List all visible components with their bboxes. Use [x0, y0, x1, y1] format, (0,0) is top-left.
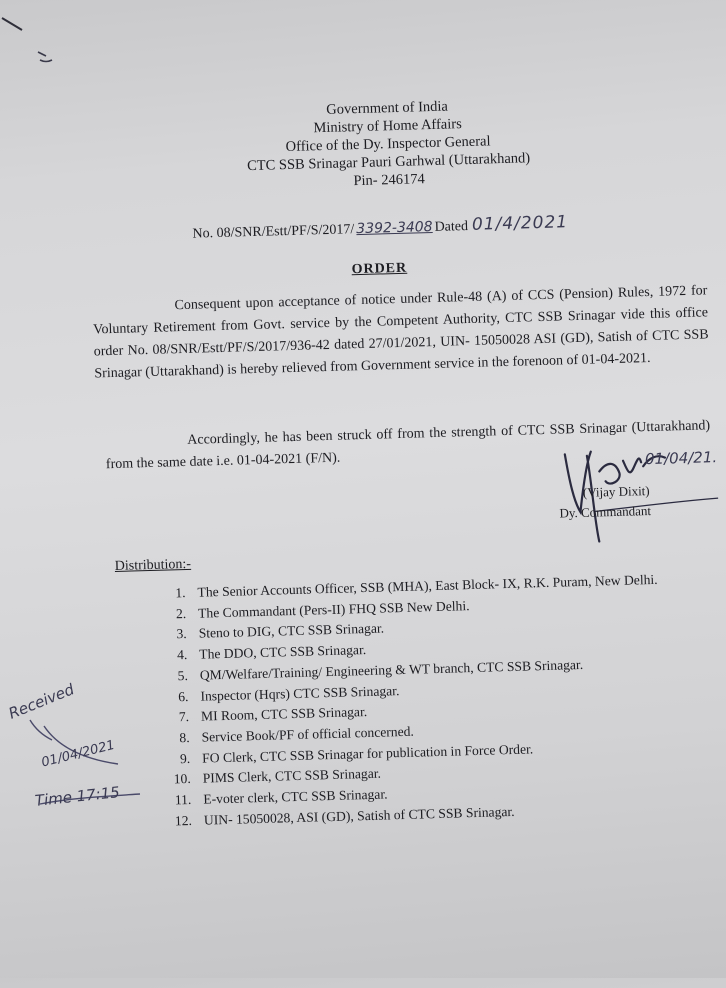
letterhead-line-address: CTC SSB Srinagar Pauri Garhwal (Uttarakhand)	[246, 150, 531, 175]
distribution-item-text: QM/Welfare/Training/ Engineering & WT branch, CTC SSB Srinagar.	[199, 656, 584, 683]
signatory-name: (Vijay Dixit)	[582, 483, 650, 500]
reference-dated-label: Dated	[434, 219, 469, 235]
distribution-item-number: 12.	[174, 812, 193, 829]
received-label: Received	[6, 680, 77, 723]
reference-handwritten-number: 3392-3408	[356, 218, 433, 238]
distribution-item-text: FO Clerk, CTC SSB Srinagar for publication in Force Order.	[201, 741, 534, 766]
reference-line	[192, 212, 568, 242]
distribution-item-number: 10.	[173, 771, 191, 787]
received-date: 01/04/2021	[40, 737, 117, 771]
letterhead-line-pin: Pin- 246174	[353, 171, 425, 190]
distribution-item-number: 2.	[175, 605, 187, 622]
letterhead-line-government: Government of India	[326, 98, 449, 118]
order-paragraph-1: Consequent upon acceptance of notice under Rule-48 (A) of CCS (Pension) Rules, 1972 for Voluntary Retirement from Govt. service by the Competent Authority, CTC SSB Srinagar vide this office order No. 08/SNR/Estt/PF/S/2017/936-42 dated 27/01/2021, UIN- 15050028 ASI (GD), Satish of CTC SSB Srinagar (Uttarakhand) is hereby relieved from Government service in the forenoon of 01-04-2021.	[92, 283, 709, 382]
distribution-item-number: 1.	[175, 585, 186, 601]
distribution-item-text: PIMS Clerk, CTC SSB Srinagar.	[202, 765, 382, 786]
signature-handwritten-date: 01/04/21.	[644, 448, 718, 469]
distribution-item-number: 9.	[179, 750, 191, 766]
reference-handwritten-date: 01/4/2021	[471, 212, 569, 235]
distribution-list	[155, 569, 707, 833]
distribution-item-text: The Senior Accounts Officer, SSB (MHA), East Block- IX, R.K. Puram, New Delhi.	[197, 571, 658, 600]
distribution-item-number: 4.	[176, 647, 188, 663]
distribution-item-number: 6.	[178, 688, 189, 704]
distribution-item-number: 3.	[176, 626, 187, 642]
distribution-item-number: 5.	[177, 667, 189, 684]
order-paragraph-2: Accordingly, he has been struck off from the strength of CTC SSB Srinagar (Uttarakhand) from the same date i.e. 01-04-2021 (F/N).	[105, 418, 711, 473]
distribution-item-text: The DDO, CTC SSB Srinagar.	[199, 642, 367, 662]
distribution-item-text: Steno to DIG, CTC SSB Srinagar.	[198, 620, 385, 642]
distribution-item-text: The Commandant (Pers-II) FHQ SSB New Delhi.	[197, 597, 470, 621]
distribution-item-text: E-voter clerk, CTC SSB Srinagar.	[203, 786, 388, 807]
distribution-item-number: 11.	[174, 791, 192, 808]
distribution-item-text: MI Room, CTC SSB Srinagar.	[200, 704, 368, 724]
distribution-label: Distribution:-	[114, 556, 192, 574]
distribution-item-number: 8.	[179, 729, 190, 746]
distribution-item-text: Inspector (Hqrs) CTC SSB Srinagar.	[200, 682, 400, 704]
letterhead-line-office: Office of the Dy. Inspector General	[285, 133, 491, 156]
distribution-item-text: Service Book/PF of official concerned.	[201, 723, 415, 745]
letterhead-line-ministry: Ministry of Home Affairs	[313, 116, 462, 137]
corner-pen-mark-icon	[0, 0, 80, 80]
received-note	[0, 680, 160, 830]
received-time: Time 17:15	[34, 783, 121, 810]
signatory-designation: Dy. Commandant	[559, 503, 652, 521]
distribution-item-text: UIN- 15050028, ASI (GD), Satish of CTC SSB Srinagar.	[203, 803, 515, 828]
letterhead	[222, 95, 554, 194]
reference-prefix: No. 08/SNR/Estt/PF/S/2017/	[192, 222, 355, 242]
order-title: ORDER	[351, 260, 408, 278]
distribution-item-number: 7.	[178, 709, 190, 725]
